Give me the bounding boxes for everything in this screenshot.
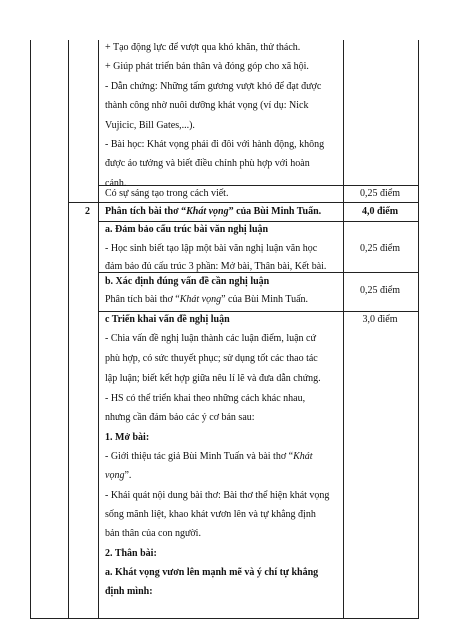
section-b-heading: b. Xác định đúng vấn đề cần nghị luận [105,276,270,287]
mo-bai-line: bản thân của con người. [105,528,201,539]
text-line: Vujicic, Bill Gates,...). [105,119,195,131]
table-border-right [418,40,419,619]
sub-point-a: a. Khát vọng vươn lên mạnh mẽ và ý chí tự khẳng [105,567,319,578]
sub-point-a: định mình: [105,586,153,597]
poem-title: Khát vọng [179,294,222,305]
row-divider-creativity [98,185,418,186]
mo-bai-prefix: - Giới thiệu tác giả Bùi Minh Tuấn và bài thơ “ [105,451,294,462]
text-line: được ảo tưởng và biết điều chỉnh phù hợp với hoàn [105,158,310,170]
section-b-line [105,294,308,306]
creativity-score: 0,25 điểm [360,188,400,199]
section-c-line: phù hợp, có sức thuyết phục; sử dụng tốt các thao tác [105,353,318,364]
column-divider-2 [98,40,99,619]
section-b-suffix: ” của Bùi Minh Tuấn. [221,294,309,305]
section-c-line: lập luận; biết kết hợp giữa nêu lí lẽ và đưa dẫn chứng. [105,373,321,384]
creativity-text: Có sự sáng tạo trong cách viết. [105,188,229,199]
answer-table [30,40,419,619]
section-b-score: 0,25 điểm [360,285,400,296]
section-a-line: - Học sinh biết tạo lập một bài văn nghị luận văn học [105,243,318,254]
mo-bai-suffix: ”. [124,470,132,481]
row-divider-section-c [98,311,418,312]
than-bai-heading: 2. Thân bài: [105,548,157,559]
mo-bai-line [105,451,313,463]
section-a-heading: a. Đảm bảo cấu trúc bài văn nghị luận [105,224,269,235]
text-line: - Bài học: Khát vọng phải đi đôi với hành động, không [105,139,325,150]
question-title-prefix: Phân tích bài thơ “ [105,206,187,217]
poem-title: Khát [293,451,313,462]
section-c-line: - HS có thể triển khai theo những cách khác nhau, [105,393,306,404]
section-a-score: 0,25 điểm [360,243,400,254]
text-line: + Tạo động lực để vượt qua khó khăn, thử thách. [105,42,301,53]
section-c-heading: c Triển khai vấn đề nghị luận [105,314,230,325]
row-divider-section-a [98,221,418,222]
poem-title: vọng [105,470,125,481]
poem-title: Khát vọng [186,206,229,217]
question-title-suffix: ” của Bùi Minh Tuấn. [228,206,322,217]
column-divider-3 [343,40,344,619]
question-title [105,206,321,218]
mo-bai-line: - Khái quát nội dung bài thơ: Bài thơ thể hiện khát vọng [105,490,330,501]
row-divider-question-2 [68,202,418,203]
mo-bai-line [105,470,131,482]
text-line: cảnh. [105,177,127,189]
text-line: + Giúp phát triển bản thân và đóng góp cho xã hội. [105,61,309,73]
text-line: thành công nhờ nuôi dưỡng khát vọng (ví dụ: Nick [105,100,309,112]
question-number: 2 [85,206,90,217]
section-b-prefix: Phân tích bài thơ “ [105,294,180,305]
section-c-line: nhưng cần đảm bảo các ý cơ bản sau: [105,412,255,423]
table-border-left [30,40,31,619]
section-c-score: 3,0 điểm [362,314,398,325]
text-line: - Dẫn chứng: Những tấm gương vượt khó để đạt được [105,80,322,92]
section-a-line: đảm bảo đủ cấu trúc 3 phần: Mở bài, Thân bài, Kết bài. [105,261,327,272]
column-divider-1 [68,40,69,619]
mo-bai-line: sống mãnh liệt, khao khát vươn lên và tự khẳng định [105,509,316,520]
table-border-bottom [30,618,418,619]
mo-bai-heading: 1. Mở bài: [105,432,150,443]
question-score: 4,0 điểm [361,206,399,217]
section-c-line: - Chia vấn đề nghị luận thành các luận điểm, luận cứ [105,333,316,344]
